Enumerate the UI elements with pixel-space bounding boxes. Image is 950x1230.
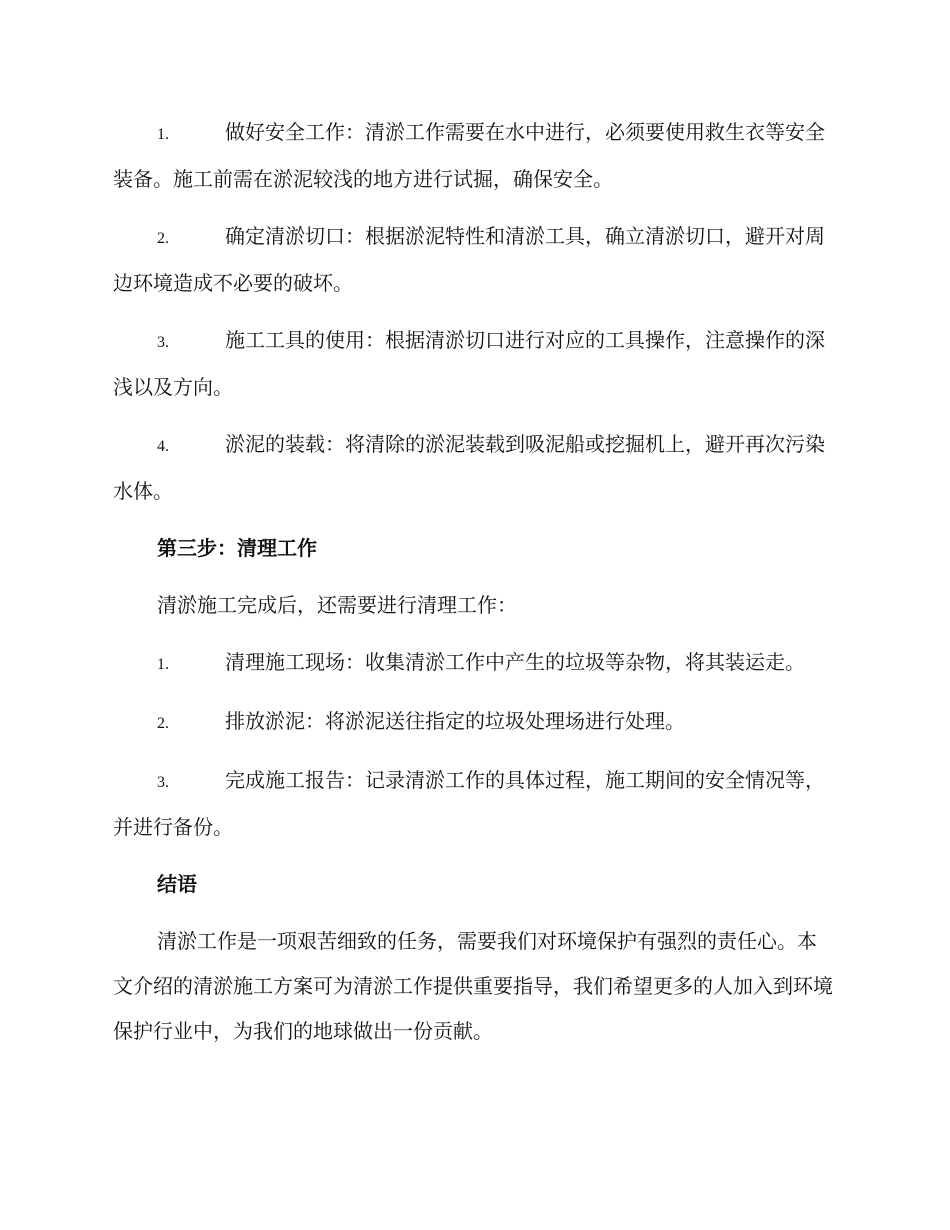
list-text: 淤泥的装载：将清除的淤泥装载到吸泥船或挖掘机上，避开再次污染水体。 bbox=[113, 432, 825, 503]
list-number: 1. bbox=[157, 656, 169, 673]
list-text: 排放淤泥：将淤泥送往指定的垃圾处理场进行处理。 bbox=[225, 709, 685, 733]
section-heading-step3: 第三步：清理工作 bbox=[157, 536, 317, 560]
list-item bbox=[113, 422, 835, 514]
conclusion-paragraph: 清淤工作是一项艰苦细致的任务，需要我们对环境保护有强烈的责任心。本文介绍的清淤施工方案可为清淤工作提供重要指导，我们希望更多的人加入到环境保护行业中，为我们的地球做出一份贡献。 bbox=[113, 929, 833, 1043]
list-item bbox=[113, 758, 835, 850]
list-text: 做好安全工作：清淤工作需要在水中进行，必须要使用救生衣等安全装备。施工前需在淤泥较浅的地方进行试掘，确保安全。 bbox=[113, 120, 825, 191]
list-number: 3. bbox=[157, 334, 169, 351]
section-intro: 清淤施工完成后，还需要进行清理工作： bbox=[157, 593, 517, 617]
list-item bbox=[113, 214, 835, 306]
section-heading-conclusion: 结语 bbox=[157, 872, 197, 896]
list-item bbox=[113, 110, 835, 202]
list-item bbox=[113, 640, 835, 687]
list-number: 1. bbox=[157, 126, 169, 143]
list-text: 确定清淤切口：根据淤泥特性和清淤工具，确立清淤切口，避开对周边环境造成不必要的破坏。 bbox=[113, 224, 825, 295]
list-item bbox=[113, 699, 835, 746]
list-number: 2. bbox=[157, 715, 169, 732]
list-item bbox=[113, 318, 835, 410]
document-body bbox=[113, 110, 835, 1066]
list-number: 3. bbox=[157, 774, 169, 791]
list-number: 2. bbox=[157, 230, 169, 247]
list-number: 4. bbox=[157, 438, 169, 455]
list-text: 完成施工报告：记录清淤工作的具体过程，施工期间的安全情况等，并进行备份。 bbox=[113, 768, 825, 839]
list-text: 清理施工现场：收集清淤工作中产生的垃圾等杂物，将其装运走。 bbox=[225, 650, 805, 674]
list-text: 施工工具的使用：根据清淤切口进行对应的工具操作，注意操作的深浅以及方向。 bbox=[113, 328, 825, 399]
